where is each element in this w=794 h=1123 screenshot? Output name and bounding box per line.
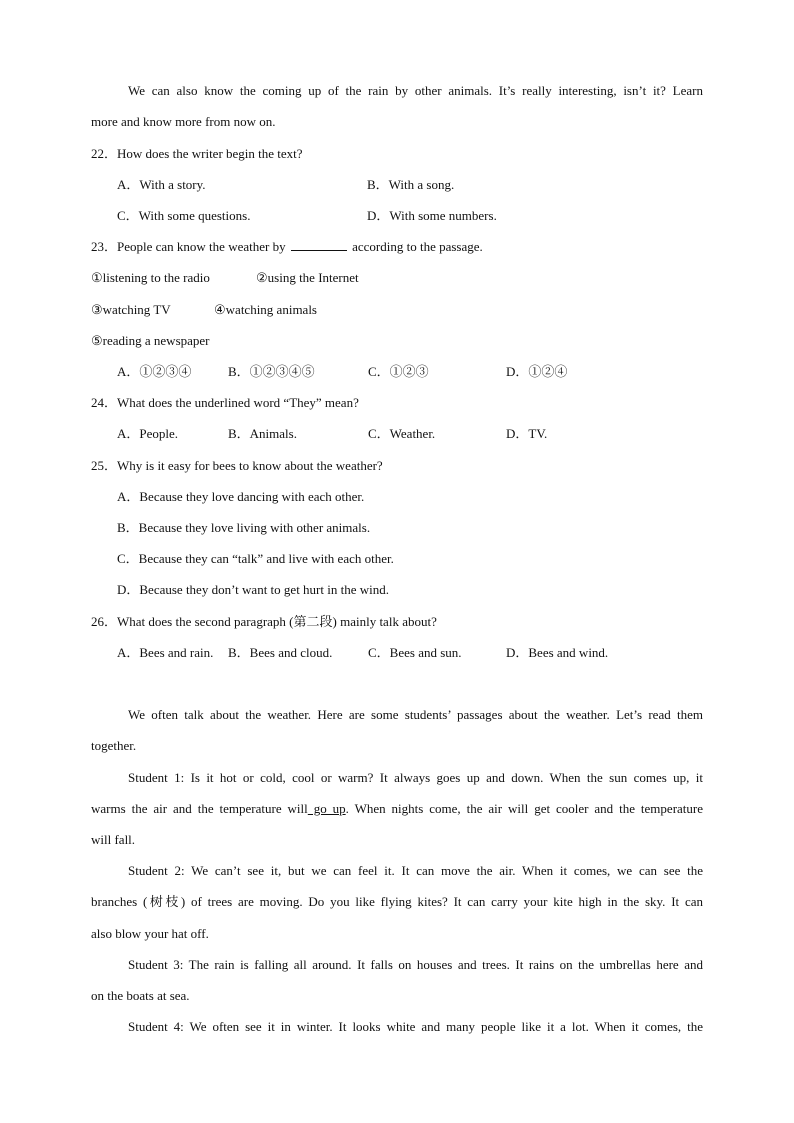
passage-line: more and know more from now on. xyxy=(91,114,276,129)
passage-text: . When nights come, the air will get cooler and the temperature xyxy=(345,801,703,816)
question-23-stem xyxy=(91,238,703,256)
q25-option-c: C．Because they can “talk” and live with each other. xyxy=(117,551,394,566)
q23-stem-before: 23．People can know the weather by xyxy=(91,239,286,254)
passage-line: on the boats at sea. xyxy=(91,988,190,1003)
q26-option-a: A．Bees and rain. xyxy=(117,645,214,660)
q23-item-5: ⑤reading a newspaper xyxy=(91,333,210,348)
underlined-phrase: go up xyxy=(307,801,346,816)
passage-line: Student 3: The rain is falling all around. It falls on houses and trees. It rains on the umbrellas here and xyxy=(128,957,703,972)
q23-item-2: ②using the Internet xyxy=(256,270,359,285)
q25-option-b: B．Because they love living with other animals. xyxy=(117,520,371,535)
q22-option-d: D．With some numbers. xyxy=(367,208,497,223)
question-25-stem: 25．Why is it easy for bees to know about the weather? xyxy=(91,458,383,473)
q26-option-c: C．Bees and sun. xyxy=(368,645,462,660)
question-22-stem: 22．How does the writer begin the text? xyxy=(91,146,303,161)
passage-line xyxy=(91,800,703,818)
passage-line: branches (树枝) of trees are moving. Do you like flying kites? It can carry your kite high in the sky. It can xyxy=(91,894,703,909)
q25-option-a: A．Because they love dancing with each other. xyxy=(117,489,365,504)
q23-item-3: ③watching TV xyxy=(91,302,171,317)
q23-option-b: B．①②③④⑤ xyxy=(228,364,315,379)
q23-option-c: C．①②③ xyxy=(368,364,429,379)
passage-line: We often talk about the weather. Here are some students’ passages about the weather. Let’s read them xyxy=(128,707,703,722)
q22-option-c: C．With some questions. xyxy=(117,208,251,223)
question-26-stem: 26．What does the second paragraph (第二段) mainly talk about? xyxy=(91,614,437,629)
answer-blank xyxy=(291,238,347,251)
q23-item-4: ④watching animals xyxy=(214,302,317,317)
q22-option-a: A．With a story. xyxy=(117,177,206,192)
q23-item-1: ①listening to the radio xyxy=(91,270,210,285)
passage-line: Student 1: Is it hot or cold, cool or warm? It always goes up and down. When the sun comes up, it xyxy=(128,770,703,785)
q24-option-d: D．TV. xyxy=(506,426,548,441)
q23-stem-after: according to the passage. xyxy=(352,239,483,254)
q22-option-b: B．With a song. xyxy=(367,177,455,192)
passage-line: Student 4: We often see it in winter. It looks white and many people like it a lot. When it comes, the xyxy=(128,1019,703,1034)
q23-option-a: A．①②③④ xyxy=(117,364,192,379)
q24-option-a: A．People. xyxy=(117,426,179,441)
q26-option-b: B．Bees and cloud. xyxy=(228,645,333,660)
q25-option-d: D．Because they don’t want to get hurt in the wind. xyxy=(117,582,389,597)
passage-line: together. xyxy=(91,738,137,753)
q24-option-b: B．Animals. xyxy=(228,426,297,441)
q26-option-d: D．Bees and wind. xyxy=(506,645,609,660)
passage-line: will fall. xyxy=(91,832,136,847)
passage-line: also blow your hat off. xyxy=(91,926,209,941)
q24-option-c: C．Weather. xyxy=(368,426,436,441)
q23-option-d: D．①②④ xyxy=(506,364,568,379)
passage-line: We can also know the coming up of the rain by other animals. It’s really interesting, isn’t it? Learn xyxy=(128,83,703,98)
question-24-stem: 24．What does the underlined word “They” mean? xyxy=(91,395,359,410)
passage-line: Student 2: We can’t see it, but we can feel it. It can move the air. When it comes, we can see the xyxy=(128,863,703,878)
passage-text: warms the air and the temperature will xyxy=(91,801,308,816)
